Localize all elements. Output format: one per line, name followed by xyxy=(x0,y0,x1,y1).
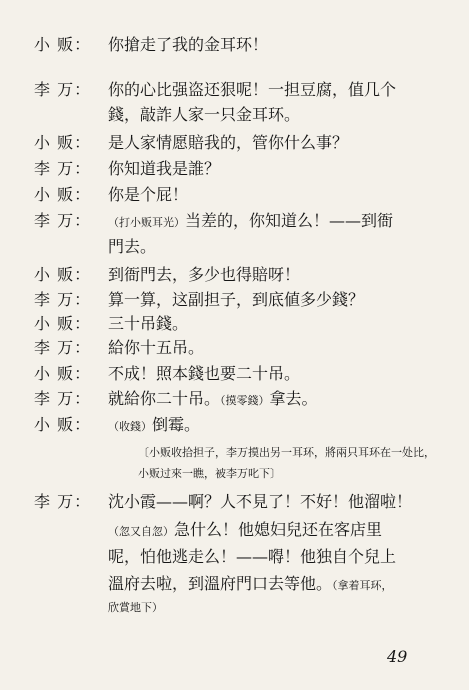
dialogue-words: 就給你二十吊。 xyxy=(108,389,221,408)
speaker-label: 小 贩： xyxy=(34,185,92,204)
stage-aside: （忽又自忽） xyxy=(108,525,174,538)
dialogue-text xyxy=(108,410,200,442)
stage-direction: 〔小贩收拾担子，李万摸出另一耳环，將兩只耳环在一处比，小贩过來一瞧，被李万叱下〕 xyxy=(138,446,435,480)
speaker-label: 小 贩： xyxy=(34,133,92,152)
dialogue-text: 不成！照本錢也要二十吊。 xyxy=(108,364,301,383)
dialogue-text: 錢，敲詐人家一只金耳环。 xyxy=(108,105,301,124)
dialogue-text: 你是个屁！ xyxy=(108,185,189,204)
stage-aside: （收錢） xyxy=(108,420,152,433)
dialogue-text: 是人家情愿賠我的，管你什么事？ xyxy=(108,133,349,152)
speaker-label: 李 万： xyxy=(34,338,92,357)
dialogue-words: 溫府去啦，到溫府門口去等他。 xyxy=(108,574,333,593)
stage-aside: （拿着耳环， xyxy=(332,579,393,592)
dialogue-text: 沈小霞——啊？人不見了！不好！他溜啦！ xyxy=(108,492,413,511)
speaker-label: 小 贩： xyxy=(34,415,92,434)
dialogue-text: 三十吊錢。 xyxy=(108,314,189,333)
page-number: 49 xyxy=(387,647,408,666)
speaker-label: 李 万： xyxy=(34,290,92,309)
dialogue-text: 你知道我是誰？ xyxy=(108,159,221,178)
dialogue-text: 呢，怕他逃走么！——嘚！他独自个兒上 xyxy=(108,547,397,566)
dialogue-words: 拿去。 xyxy=(269,389,318,408)
speaker-label: 小 贩： xyxy=(34,265,92,284)
speaker-label: 李 万： xyxy=(34,159,92,178)
speaker-label: 李 万： xyxy=(34,389,92,408)
dialogue-text: 你的心比强盗还狠呢！一担豆腐，值几个 xyxy=(108,80,397,99)
dialogue-text: 你搶走了我的金耳环！ xyxy=(108,35,269,54)
dialogue-words: 倒霉。 xyxy=(152,415,201,434)
speaker-label: 小 贩： xyxy=(34,314,92,333)
speaker-label: 小 贩： xyxy=(34,35,92,54)
stage-aside: （摸零錢） xyxy=(220,394,270,407)
stage-aside: 欣賞地下） xyxy=(108,601,163,614)
dialogue-words: 当差的，你知道么！——到衙 xyxy=(185,211,394,230)
dialogue-words: 急什么！他媳妇兒还在客店里 xyxy=(174,520,383,539)
speaker-label: 李 万： xyxy=(34,492,92,511)
dialogue-text: 到衙門去，多少也得賠呀！ xyxy=(108,265,301,284)
speaker-label: 李 万： xyxy=(34,80,92,99)
dialogue-text: 門去。 xyxy=(108,237,157,256)
speaker-label: 小 贩： xyxy=(34,364,92,383)
dialogue-text: 算一算，这副担子，到底値多少錢？ xyxy=(108,290,365,309)
speaker-label: 李 万： xyxy=(34,211,92,230)
dialogue-text: 給你十五吊。 xyxy=(108,338,205,357)
stage-aside: （打小贩耳光） xyxy=(108,216,185,229)
